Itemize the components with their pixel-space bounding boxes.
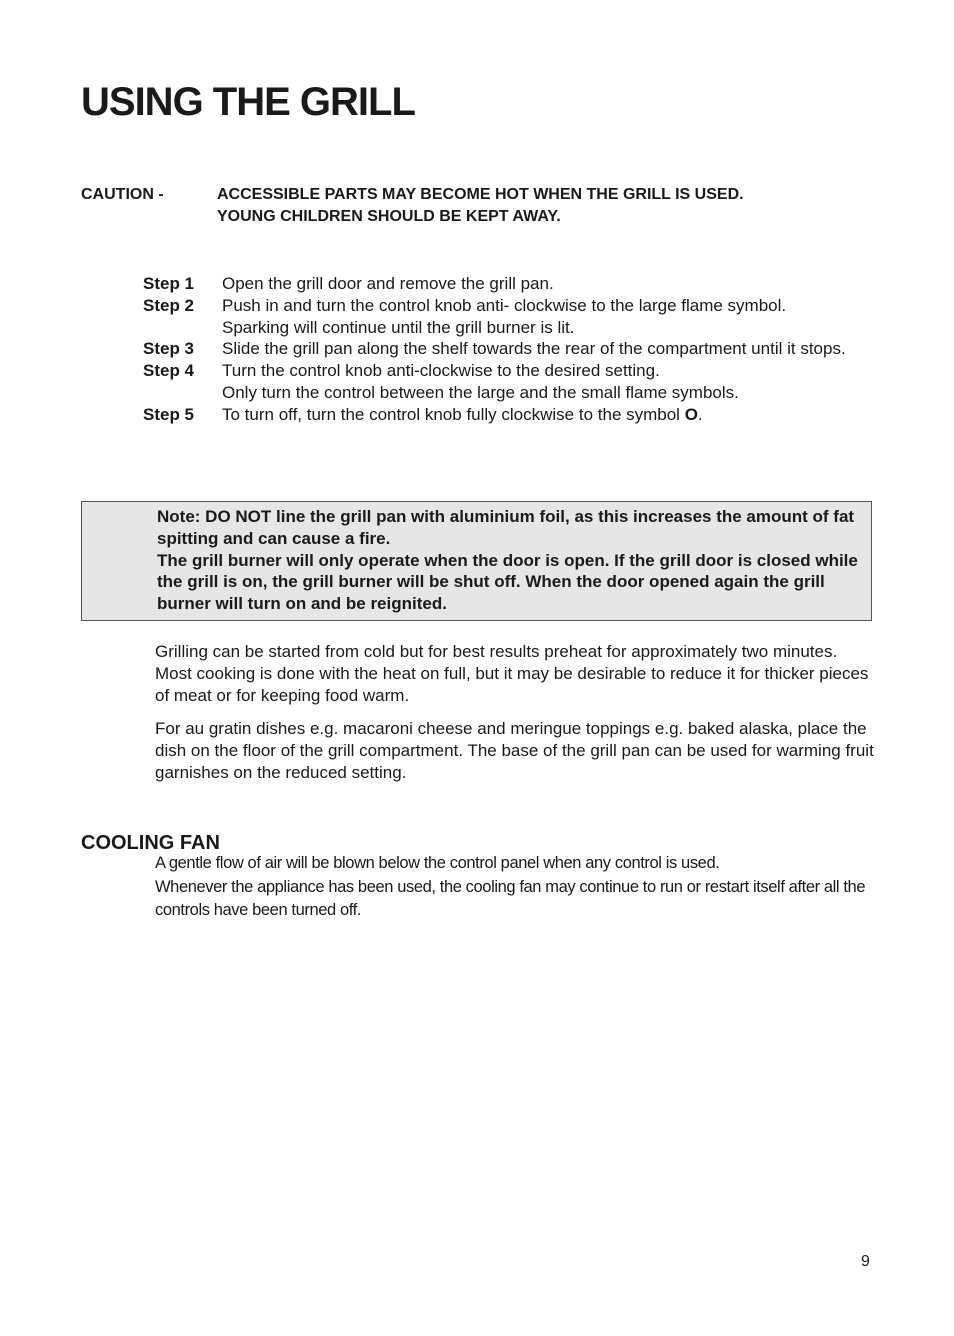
step-text xyxy=(222,404,873,426)
step-line-end: . xyxy=(697,404,703,424)
page-number: 9 xyxy=(861,1253,870,1270)
step-5 xyxy=(143,404,873,426)
step-line: Turn the control knob anti-clockwise to the desired setting. xyxy=(222,361,660,381)
caution-line: ACCESSIBLE PARTS MAY BECOME HOT WHEN THE GRILL IS USED. xyxy=(217,186,744,203)
step-text xyxy=(222,273,873,295)
cooling-fan-heading: COOLING FAN xyxy=(81,832,220,854)
cooling-fan-line: Whenever the appliance has been used, the cooling fan may continue to run or restart itself after all the controls have been turned off. xyxy=(155,877,866,919)
cooling-fan-line: A gentle flow of air will be blown below the control panel when any control is used. xyxy=(155,854,720,872)
note-box xyxy=(81,501,872,621)
steps-list xyxy=(143,273,873,426)
caution-text xyxy=(217,184,877,228)
step-label: Step 3 xyxy=(143,339,195,359)
off-symbol: O xyxy=(684,404,698,424)
step-line: Open the grill door and remove the grill pan. xyxy=(222,274,554,293)
step-line: Slide the grill pan along the shelf towards the rear of the compartment until it stops. xyxy=(222,339,846,359)
note-warning-door: The grill burner will only operate when the door is open. If the grill door is closed while the grill is on, the grill burner will be shut off. When the door opened again the grill burner will turn on and be reignited. xyxy=(157,550,858,614)
step-label: Step 4 xyxy=(143,361,195,381)
note-text xyxy=(157,506,869,615)
step-label: Step 2 xyxy=(143,295,195,315)
step-label: Step 5 xyxy=(143,404,195,424)
step-line: Push in and turn the control knob anti- clockwise to the large flame symbol. xyxy=(222,295,787,315)
paragraph-au-gratin: For au gratin dishes e.g. macaroni cheese and meringue toppings e.g. baked alaska, place the dish on the floor of the grill compartment. The base of the grill pan can be used for warming fruit garnishes on the reduced setting. xyxy=(155,719,874,782)
step-line: To turn off, turn the control knob fully clockwise to the symbol xyxy=(222,404,685,424)
note-warning-foil: Note: DO NOT line the grill pan with aluminium foil, as this increases the amount of fat spitting and can cause a fire. xyxy=(157,507,855,548)
step-label: Step 1 xyxy=(143,274,195,293)
caution-label: CAUTION - xyxy=(81,186,164,203)
step-text xyxy=(222,360,873,404)
step-1 xyxy=(143,273,873,295)
step-3 xyxy=(143,338,873,360)
page-title: USING THE GRILL xyxy=(81,80,415,124)
caution-line: YOUNG CHILDREN SHOULD BE KEPT AWAY. xyxy=(217,208,561,225)
paragraph-preheat: Grilling can be started from cold but for best results preheat for approximately two minutes. Most cooking is done with the heat on full, but it may be desirable to reduce it for thicker pieces of meat or for keeping food warm. xyxy=(155,642,869,705)
step-4 xyxy=(143,360,873,404)
step-2 xyxy=(143,295,873,339)
step-text xyxy=(222,338,873,360)
cooling-fan-text xyxy=(155,852,880,923)
step-text xyxy=(222,295,873,339)
step-line: Only turn the control between the large and the small flame symbols. xyxy=(222,382,739,402)
step-line: Sparking will continue until the grill burner is lit. xyxy=(222,317,575,337)
